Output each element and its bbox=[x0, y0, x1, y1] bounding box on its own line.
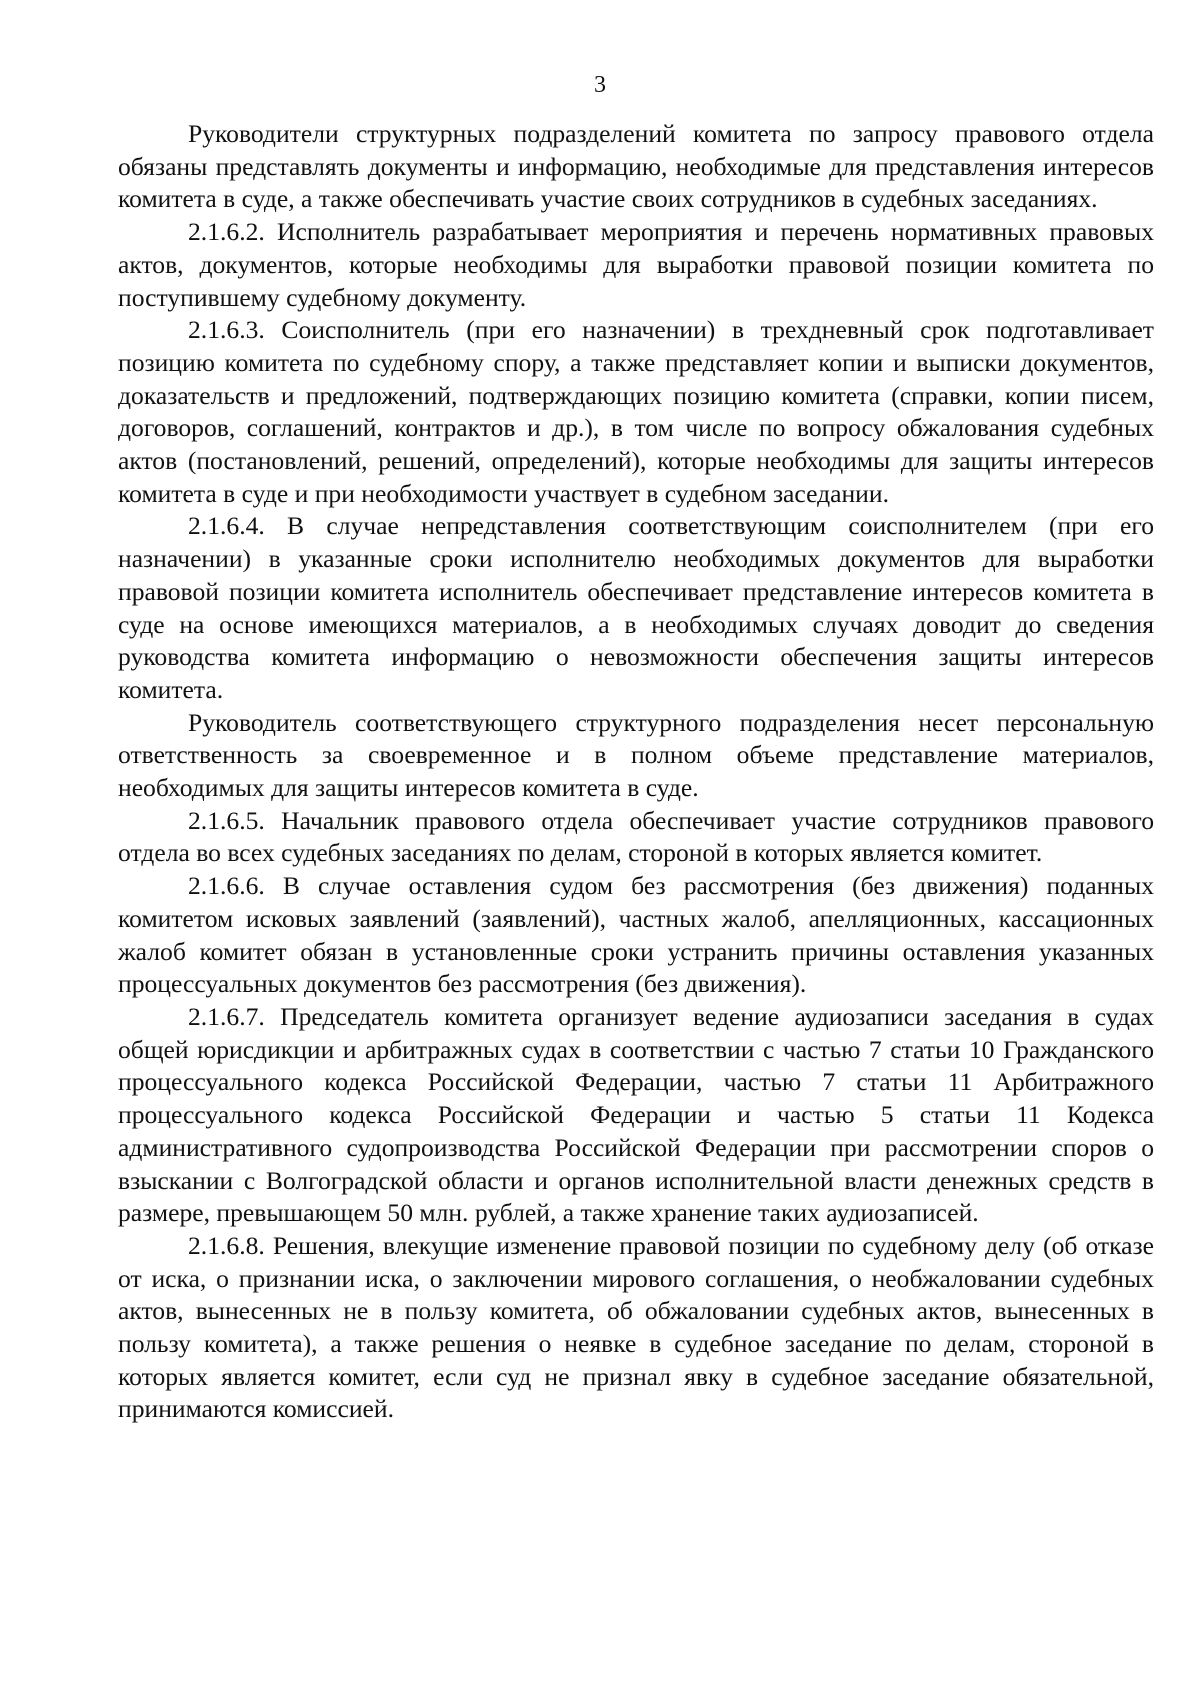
paragraph-2-1-6-5: 2.1.6.5. Начальник правового отдела обеспечивает участие сотрудников правового отдела во всех судебных заседаниях по делам, стороной в которых является комитет. bbox=[118, 805, 1154, 868]
paragraph-2-1-6-3: 2.1.6.3. Соисполнитель (при его назначении) в трехдневный срок подготавливает позицию комитета по судебному спору, а также представляет копии и выписки документов, доказательств и предложений, подтверждающих позицию комитета (справки, копии писем, договоров, соглашений, контрактов и др.), в том числе по вопросу обжалования судебных актов (постановлений, решений, определений), которые необходимы для защиты интересов комитета в суде и при необходимости участвует в судебном заседании. bbox=[118, 315, 1154, 508]
paragraph-dept-head-responsibility: Руководитель соответствующего структурного подразделения несет персональную ответственность за своевременное и в полном объеме представление материалов, необходимых для защиты интересов комитета в суде. bbox=[118, 707, 1154, 803]
paragraph-2-1-6-8: 2.1.6.8. Решения, влекущие изменение правовой позиции по судебному делу (об отказе от иска, о признании иска, о заключении мирового соглашения, о необжаловании судебных актов, вынесенных не в пользу комитета, об обжаловании судебных актов, вынесенных в пользу комитета), а также решения о неявке в судебное заседание по делам, стороной в которых является комитет, если суд не признал явку в судебное заседание обязательной, принимаются комиссией. bbox=[118, 1230, 1154, 1424]
paragraph-2-1-6-7: 2.1.6.7. Председатель комитета организует ведение аудиозаписи заседания в судах общей юрисдикции и арбитражных судах в соответствии с частью 7 статьи 10 Гражданского процессуального кодекса Российской Федерации, частью 7 статьи 11 Арбитражного процессуального кодекса Российской Федерации и частью 5 статьи 11 Кодекса административного судопроизводства Российской Федерации при рассмотрении споров о взыскании с Волгоградской области и органов исполнительной власти денежных средств в размере, превышающем 50 млн. рублей, а также хранение таких аудиозаписей. bbox=[118, 1001, 1154, 1228]
page-number: 3 bbox=[594, 72, 606, 98]
paragraph-2-1-6-4: 2.1.6.4. В случае непредставления соответствующим соисполнителем (при его назначении) в указанные сроки исполнителю необходимых документов для выработки правовой позиции комитета исполнитель обеспечивает представление интересов комитета в суде на основе имеющихся материалов, а в необходимых случаях доводит до сведения руководства комитета информацию о невозможности обеспечения защиты интересов комитета. bbox=[118, 511, 1154, 704]
document-body bbox=[118, 118, 1154, 1426]
paragraph-2-1-6-2: 2.1.6.2. Исполнитель разрабатывает мероприятия и перечень нормативных правовых актов, документов, которые необходимы для выработки правовой позиции комитета по поступившему судебному документу. bbox=[118, 217, 1154, 312]
paragraph-dept-heads-obligations: Руководители структурных подразделений комитета по запросу правового отдела обязаны представлять документы и информацию, необходимые для представления интересов комитета в суде, а также обеспечивать участие своих сотрудников в судебных заседаниях. bbox=[118, 119, 1154, 214]
paragraph-2-1-6-6: 2.1.6.6. В случае оставления судом без рассмотрения (без движения) поданных комитетом исковых заявлений (заявлений), частных жалоб, апелляционных, кассационных жалоб комитет обязан в установленные сроки устранить причины оставления указанных процессуальных документов без рассмотрения (без движения). bbox=[118, 871, 1154, 999]
